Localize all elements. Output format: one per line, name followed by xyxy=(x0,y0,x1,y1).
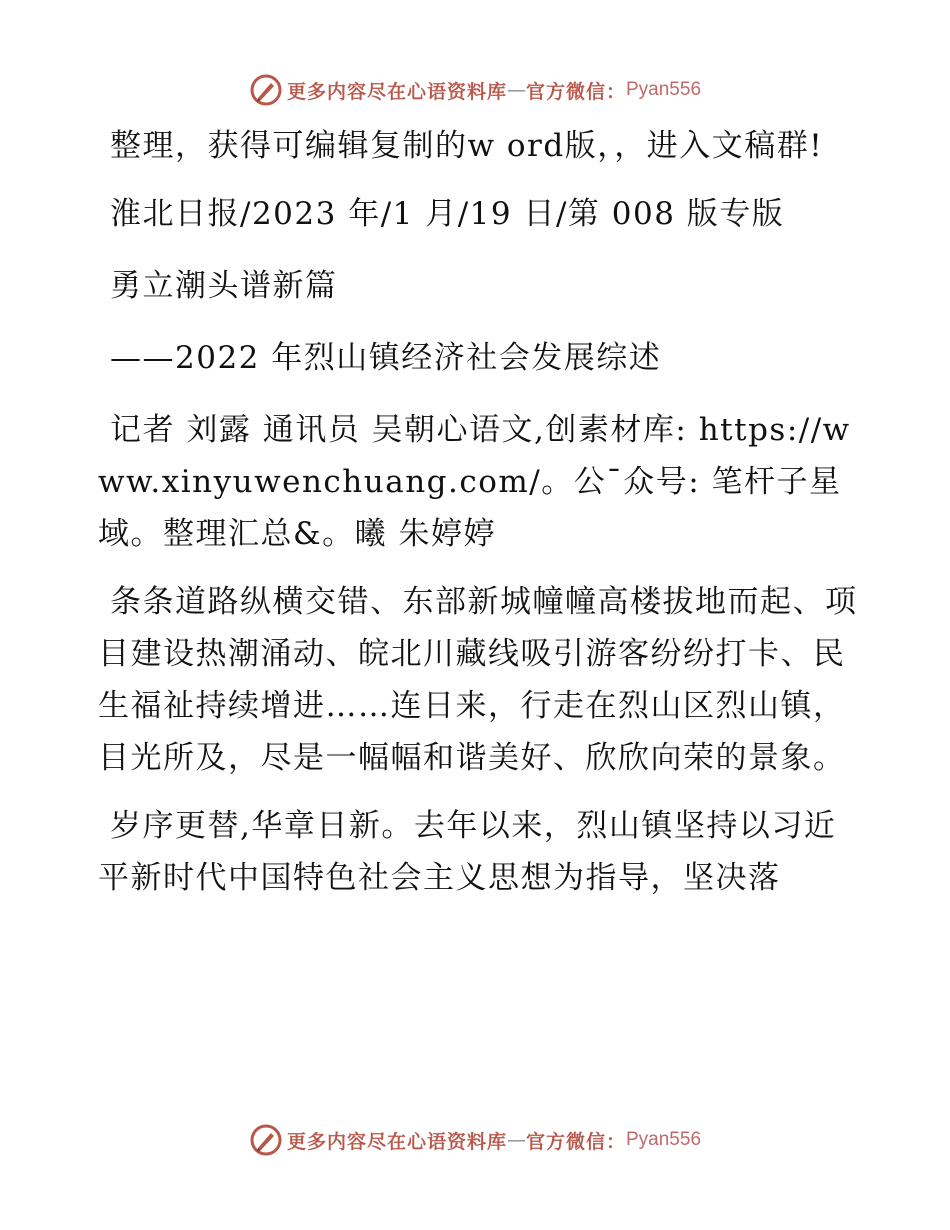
article-title: 勇立潮头谱新篇 xyxy=(110,268,338,304)
watermark-text: 更多内容尽在心语资料库 xyxy=(286,1130,507,1153)
body-paragraph: 岁序更替,华章日新。去年以来，烈山镇坚持以习近平新时代中国特色社会主义思想为指导，坚决落 xyxy=(98,808,837,896)
watermark-id: Pyan556 xyxy=(626,1129,702,1150)
article-body xyxy=(98,120,858,920)
article-subtitle: ——2022 年烈山镇经济社会发展综述 xyxy=(110,340,662,376)
watermark-id: Pyan556 xyxy=(626,79,702,100)
pen-logo-icon xyxy=(249,73,283,107)
intro-paragraph: 整理，获得可编辑复制的w ord版，，进入文稿群! xyxy=(110,128,824,164)
body-paragraph: 条条道路纵横交错、东部新城幢幢高楼拔地而起、项目建设热潮涌动、皖北川藏线吸引游客纷纷打卡、民生福祉持续增进……连日来，行走在烈山区烈山镇，目光所及，尽是一幅幅和谐美好、欣欣向荣的景象。 xyxy=(98,584,858,776)
header-watermark xyxy=(0,70,950,110)
watermark-separator: — xyxy=(506,79,526,101)
byline: 记者 刘露 通讯员 吴朝心语文,创素材库: https://www.xinyuwenchuang.com/。公¯众号: 笔杆子星域。整理汇总&。曦 朱婷婷 xyxy=(98,412,851,552)
watermark-text: 更多内容尽在心语资料库 xyxy=(286,80,507,103)
watermark-suffix: 官方微信： xyxy=(525,80,626,103)
pen-logo-icon xyxy=(249,1123,283,1157)
footer-watermark xyxy=(0,1120,950,1160)
watermark-suffix: 官方微信： xyxy=(525,1130,626,1153)
watermark-separator: — xyxy=(506,1129,526,1151)
publication-line: 淮北日报/2023 年/1 月/19 日/第 008 版专版 xyxy=(110,196,785,232)
